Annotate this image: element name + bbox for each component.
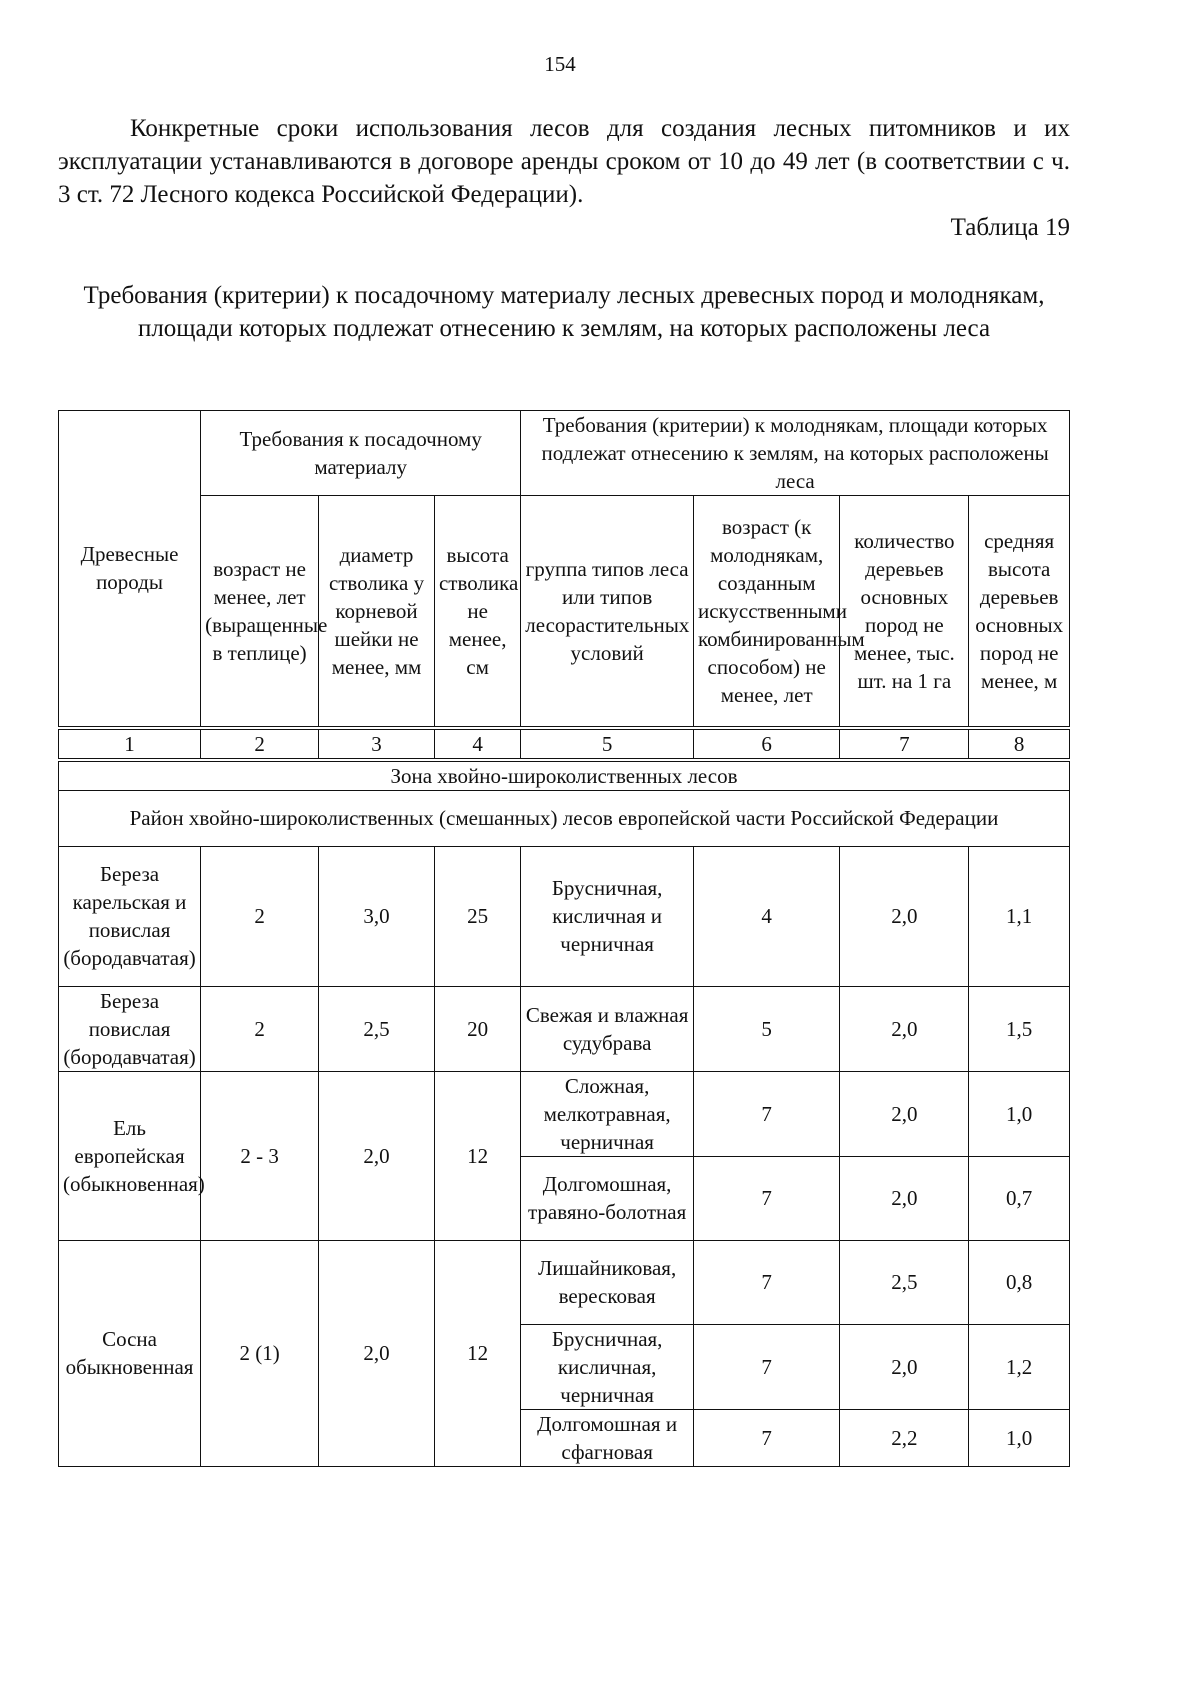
species-cell: Береза карельская и повислая (бородавчатая) bbox=[59, 846, 201, 986]
mean-height-cell: 1,5 bbox=[969, 986, 1070, 1071]
forest-type-cell: Сложная, мелкотравная, черничная bbox=[521, 1071, 694, 1156]
mean-height-cell: 1,0 bbox=[969, 1409, 1070, 1466]
table-row bbox=[59, 1240, 1070, 1324]
count-cell: 2,0 bbox=[840, 846, 969, 986]
mean-height-cell: 1,1 bbox=[969, 846, 1070, 986]
forest-type-cell: Свежая и влажная судубрава bbox=[521, 986, 694, 1071]
species-cell: Сосна обыкновенная bbox=[59, 1240, 201, 1466]
requirements-table bbox=[58, 410, 1070, 1467]
young-age-cell: 7 bbox=[693, 1324, 839, 1409]
species-cell: Береза повислая (бородавчатая) bbox=[59, 986, 201, 1071]
young-age-cell: 7 bbox=[693, 1409, 839, 1466]
column-number: 2 bbox=[201, 728, 319, 760]
intro-paragraph: Конкретные сроки использования лесов для создания лесных питомников и их эксплуатации устанавливаются в договоре аренды сроком от 10 до 49 лет (в соответствии с ч. 3 ст. 72 Лесного кодекса Российской Федерации). bbox=[58, 115, 1070, 208]
age-cell: 2 bbox=[201, 846, 319, 986]
young-age-cell: 7 bbox=[693, 1240, 839, 1324]
mean-height-cell: 0,8 bbox=[969, 1240, 1070, 1324]
young-age-cell: 7 bbox=[693, 1156, 839, 1240]
count-cell: 2,0 bbox=[840, 1156, 969, 1240]
column-number: 8 bbox=[969, 728, 1070, 760]
diameter-cell: 2,0 bbox=[319, 1071, 435, 1240]
table-row bbox=[59, 986, 1070, 1071]
header-col-8: средняя высота деревьев основных пород не менее, м bbox=[969, 496, 1070, 728]
column-number: 4 bbox=[434, 728, 520, 760]
table-row bbox=[59, 846, 1070, 986]
diameter-cell: 2,5 bbox=[319, 986, 435, 1071]
header-col-2: возраст не менее, лет (выращенные в теплице) bbox=[201, 496, 319, 728]
count-cell: 2,5 bbox=[840, 1240, 969, 1324]
height-cell: 12 bbox=[434, 1071, 520, 1240]
height-cell: 12 bbox=[434, 1240, 520, 1466]
diameter-cell: 2,0 bbox=[319, 1240, 435, 1466]
forest-type-cell: Долгомошная, травяно-болотная bbox=[521, 1156, 694, 1240]
header-col-6: возраст (к молоднякам, созданным искусственными комбинированным способом) не менее, лет bbox=[693, 496, 839, 728]
header-species: Древесные породы bbox=[59, 411, 201, 728]
age-cell: 2 bbox=[201, 986, 319, 1071]
count-cell: 2,0 bbox=[840, 986, 969, 1071]
page-number: 154 bbox=[544, 52, 576, 76]
mean-height-cell: 1,2 bbox=[969, 1324, 1070, 1409]
column-number: 7 bbox=[840, 728, 969, 760]
header-col-4: высота стволика не менее, см bbox=[434, 496, 520, 728]
count-cell: 2,2 bbox=[840, 1409, 969, 1466]
forest-type-cell: Брусничная, кисличная и черничная bbox=[521, 846, 694, 986]
count-cell: 2,0 bbox=[840, 1071, 969, 1156]
mean-height-cell: 1,0 bbox=[969, 1071, 1070, 1156]
column-number: 6 bbox=[693, 728, 839, 760]
column-number: 1 bbox=[59, 728, 201, 760]
header-col-5: группа типов леса или типов лесорастительных условий bbox=[521, 496, 694, 728]
forest-type-cell: Долгомошная и сфагновая bbox=[521, 1409, 694, 1466]
table-title: Требования (критерии) к посадочному материалу лесных древесных пород и молоднякам, площади которых подлежат отнесению к землям, на которых расположены леса bbox=[83, 282, 1045, 342]
table-number: Таблица 19 bbox=[950, 214, 1070, 241]
zone-row: Зона хвойно-широколиственных лесов bbox=[59, 760, 1070, 791]
young-age-cell: 4 bbox=[693, 846, 839, 986]
column-number-row bbox=[59, 728, 1070, 760]
header-planting-group: Требования к посадочному материалу bbox=[201, 411, 521, 496]
height-cell: 25 bbox=[434, 846, 520, 986]
young-age-cell: 5 bbox=[693, 986, 839, 1071]
column-number: 5 bbox=[521, 728, 694, 760]
count-cell: 2,0 bbox=[840, 1324, 969, 1409]
table-row bbox=[59, 1071, 1070, 1156]
mean-height-cell: 0,7 bbox=[969, 1156, 1070, 1240]
forest-type-cell: Брусничная, кисличная, черничная bbox=[521, 1324, 694, 1409]
age-cell: 2 - 3 bbox=[201, 1071, 319, 1240]
age-cell: 2 (1) bbox=[201, 1240, 319, 1466]
header-col-3: диаметр стволика у корневой шейки не менее, мм bbox=[319, 496, 435, 728]
header-col-7: количество деревьев основных пород не менее, тыс. шт. на 1 га bbox=[840, 496, 969, 728]
young-age-cell: 7 bbox=[693, 1071, 839, 1156]
height-cell: 20 bbox=[434, 986, 520, 1071]
species-cell: Ель европейская (обыкновенная) bbox=[59, 1071, 201, 1240]
column-number: 3 bbox=[319, 728, 435, 760]
district-row: Район хвойно-широколиственных (смешанных) лесов европейской части Российской Федерации bbox=[59, 790, 1070, 846]
diameter-cell: 3,0 bbox=[319, 846, 435, 986]
forest-type-cell: Лишайниковая, вересковая bbox=[521, 1240, 694, 1324]
header-young-group: Требования (критерии) к молоднякам, площади которых подлежат отнесению к землям, на которых расположены леса bbox=[521, 411, 1070, 496]
